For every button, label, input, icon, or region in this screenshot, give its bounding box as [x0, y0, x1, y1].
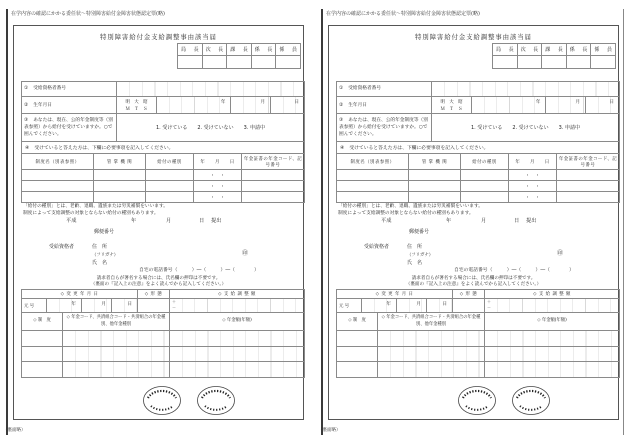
- submit-year-unit: 年: [446, 218, 452, 224]
- q2-birthdate-cell: [432, 97, 620, 114]
- office-month-unit: 月: [101, 302, 106, 307]
- benefit-row-cell: [22, 181, 94, 192]
- approval-col-jicho: 次 長: [517, 44, 542, 56]
- document-header-note: 在学内容の確認にかかる委任状～特別障害給付金障害状態認定票(略): [11, 11, 165, 17]
- office-row-code-cell: [378, 331, 485, 347]
- office-use-date-table: [336, 289, 620, 313]
- office-month-cell: [397, 299, 427, 313]
- q3-label: あなたは、現在、公的年金制度等（別表参照）から給付を受けていますか。○で囲んでください。: [24, 118, 113, 138]
- office-row-code-cell: [63, 362, 170, 378]
- benefit-row-cell: [337, 181, 409, 192]
- furigana-label: （フリガナ）: [92, 253, 119, 258]
- col-system-name: 制度名（別表参照）: [22, 154, 94, 170]
- office-system-header: ◇ 制 度: [337, 313, 378, 331]
- signature-note-2: （裏面の『記入上の注意』をよく読んでから記入してください。）: [405, 282, 542, 287]
- q3-label-cell: [22, 114, 117, 142]
- document-header-note: 在学内容の確認にかかる委任状～特別障害給付金障害状態認定票(略): [326, 11, 480, 17]
- office-row-cell: [22, 362, 63, 378]
- unit-year-label: 年: [220, 100, 226, 105]
- approval-col-kyokucho: 局 長: [178, 44, 203, 56]
- q4-instruction-cell: [337, 142, 620, 154]
- unit-month-label: 月: [575, 100, 581, 105]
- office-row-amount-cell: [170, 362, 305, 378]
- main-question-table: [21, 81, 305, 154]
- q4-label: 受けていると答えた方は、下欄に必要事項を記入してください。: [34, 146, 174, 152]
- receipt-stamp-oval-right: [196, 385, 236, 416]
- address-label: 住 所: [92, 244, 108, 250]
- approval-stamp-cell: [542, 56, 567, 69]
- office-state-header: ◇ 形 態: [453, 290, 485, 299]
- col-date: 年 月 日: [194, 154, 242, 170]
- col-administering-body: 管 掌 機 関: [94, 154, 146, 170]
- benefit-type-notes: [338, 203, 483, 217]
- beneficiary-label: 受給資格者: [364, 244, 390, 250]
- office-row-amount-cell: [170, 346, 305, 362]
- q4-instruction-cell: [22, 142, 305, 154]
- office-row-code-cell: [378, 362, 485, 378]
- name-label: 氏 名: [92, 260, 108, 266]
- q3-label: あなたは、現在、公的年金制度等（別表参照）から給付を受けていますか。○で囲んでください。: [339, 118, 428, 138]
- q2-number: ②: [24, 102, 29, 108]
- submit-era: 平成: [66, 218, 77, 224]
- submit-year-unit: 年: [131, 218, 137, 224]
- approval-stamp-cell: [276, 56, 301, 69]
- benefit-row-date: ・ ・: [194, 170, 242, 181]
- q3-options-cell: 1. 受けている 2. 受けていない 3. 申請中: [432, 114, 620, 142]
- approval-stamp-cell: [227, 56, 252, 69]
- signature-note-1: 請求者自らが署名する場合には、氏名欄の押印は不要です。: [411, 276, 536, 281]
- office-code-header: ◇ 年金コード、共済組合コード・共済組合の年金種別、他年金種別: [378, 313, 485, 331]
- q2-birthdate-cell: [117, 97, 305, 114]
- receipt-stamp-oval-left: [142, 385, 182, 416]
- form-page: [315, 0, 630, 442]
- q1-number: ①: [24, 86, 29, 92]
- benefit-row-cell: [557, 170, 620, 181]
- benefit-row-cell: [461, 170, 509, 181]
- q4-number: ④: [340, 146, 345, 152]
- minus-sign: －: [487, 305, 491, 310]
- era-kanji: 明 大 昭: [125, 100, 148, 105]
- unit-day-label: 日: [609, 100, 614, 105]
- office-change-date-header: ◇ 変 更 年 月 日: [22, 290, 138, 299]
- benefit-row-cell: [409, 181, 461, 192]
- col-date: 年 月 日: [509, 154, 557, 170]
- reverse-side-note: （裏面略）: [3, 428, 26, 433]
- office-adjustment-cell: [170, 299, 305, 313]
- office-state-header: ◇ 形 態: [138, 290, 170, 299]
- approval-stamp-cell: [251, 56, 276, 69]
- office-use-pension-table: [21, 312, 305, 378]
- q3-label-cell: [337, 114, 432, 142]
- approval-col-kacho: 課 長: [227, 44, 252, 56]
- q4-label: 受けていると答えた方は、下欄に必要事項を記入してください。: [349, 146, 489, 152]
- benefit-row-cell: [22, 192, 94, 203]
- form-border-box: [328, 25, 619, 420]
- col-system-name: 制度名（別表参照）: [337, 154, 409, 170]
- office-row-cell: [337, 362, 378, 378]
- submission-date-row: [336, 217, 619, 225]
- note-line-1: 「給付の種別」とは、老齢、退職、遺族または労災補償をいいます。: [23, 204, 168, 209]
- office-adjustment-header: ◇ 支 給 調 整 額: [170, 290, 305, 299]
- office-use-pension-table: [336, 312, 620, 378]
- benefit-detail-table: [21, 153, 305, 203]
- office-use-date-table: [21, 289, 305, 313]
- office-year-unit: 年: [71, 302, 76, 307]
- office-month-cell: [82, 299, 112, 313]
- form-title: 特別障害給付金支給調整事由該当届: [415, 34, 532, 41]
- q1-label-cell: [22, 82, 117, 97]
- office-year-cell: [362, 299, 397, 313]
- col-administering-body: 管 掌 機 関: [409, 154, 461, 170]
- submit-day-unit: 日: [514, 218, 520, 224]
- submit-era: 平成: [381, 218, 392, 224]
- unit-month-label: 月: [260, 100, 266, 105]
- benefit-row-cell: [242, 181, 305, 192]
- plus-sign: ＋: [172, 299, 176, 304]
- phone-number-label: 自宅の電話番号（ ）―（ ）―（ ）: [454, 268, 574, 273]
- benefit-row-cell: [409, 192, 461, 203]
- page-edge-line: [321, 9, 323, 435]
- q4-number: ④: [25, 146, 30, 152]
- office-row-amount-cell: [485, 362, 620, 378]
- postal-code-label: 郵便番号: [94, 229, 115, 235]
- benefit-detail-table: [336, 153, 620, 203]
- submission-date-row: [21, 217, 304, 225]
- benefit-row-cell: [337, 170, 409, 181]
- benefit-row-cell: [146, 192, 194, 203]
- office-state-cell: [138, 299, 170, 313]
- submit-month-unit: 月: [166, 218, 172, 224]
- benefit-row-cell: [242, 170, 305, 181]
- name-label: 氏 名: [407, 260, 423, 266]
- approval-col-jicho: 次 長: [202, 44, 227, 56]
- approval-col-kakaricho: 係 長: [566, 44, 591, 56]
- benefit-row-date: ・ ・: [509, 192, 557, 203]
- approval-stamp-table: [177, 43, 301, 69]
- approval-col-kyokucho: 局 長: [493, 44, 518, 56]
- approval-col-kakaricho: 係 長: [251, 44, 276, 56]
- approval-stamp-cell: [566, 56, 591, 69]
- minus-sign: －: [172, 305, 176, 310]
- q1-label: 受給資格者番号: [33, 86, 67, 92]
- birth-year-cell: [157, 97, 231, 113]
- receipt-stamp-oval-right: [511, 385, 551, 416]
- office-gengo-label: 元 号: [22, 299, 47, 313]
- office-year-unit: 年: [386, 302, 391, 307]
- benefit-type-notes: [23, 203, 168, 217]
- q2-label-cell: [22, 97, 117, 114]
- q1-number-entry-cell: [117, 82, 305, 97]
- benefit-row-date: ・ ・: [194, 192, 242, 203]
- benefit-row-date: ・ ・: [509, 170, 557, 181]
- benefit-row-cell: [337, 192, 409, 203]
- seal-mark-icon: ㊞: [242, 250, 249, 257]
- approval-col-kacho: 課 長: [542, 44, 567, 56]
- office-code-header: ◇ 年金コード、共済組合コード・共済組合の年金種別、他年金種別: [63, 313, 170, 331]
- q1-number-entry-cell: [432, 82, 620, 97]
- benefit-row-cell: [409, 170, 461, 181]
- col-pension-code: 年金証書の年金コード、記号番号: [242, 154, 305, 170]
- benefit-row-cell: [557, 192, 620, 203]
- approval-stamp-cell: [591, 56, 616, 69]
- office-day-unit: 日: [127, 302, 132, 307]
- era-roman: Ｍ Ｔ Ｓ: [440, 107, 463, 113]
- benefit-row-cell: [461, 192, 509, 203]
- office-row-amount-cell: [485, 331, 620, 347]
- beneficiary-label: 受給資格者: [49, 244, 75, 250]
- office-change-date-header: ◇ 変 更 年 月 日: [337, 290, 453, 299]
- main-question-table: [336, 81, 620, 154]
- era-kanji: 明 大 昭: [440, 100, 463, 105]
- benefit-row-cell: [22, 170, 94, 181]
- office-row-cell: [337, 331, 378, 347]
- benefit-row-cell: [94, 181, 146, 192]
- office-adjustment-header: ◇ 支 給 調 整 額: [485, 290, 620, 299]
- office-row-code-cell: [63, 331, 170, 347]
- page-edge-line-right: [623, 9, 624, 435]
- birth-day-cell: [271, 97, 304, 113]
- benefit-row-cell: [94, 170, 146, 181]
- benefit-row-cell: [557, 181, 620, 192]
- q2-label: 生年月日: [33, 102, 52, 108]
- office-day-unit: 日: [442, 302, 447, 307]
- submit-suffix: 提出: [211, 218, 222, 224]
- page-edge-line: [6, 9, 8, 435]
- approval-stamp-cell: [517, 56, 542, 69]
- office-row-amount-cell: [170, 331, 305, 347]
- office-amount-header: ◇ 年金額(年額): [170, 313, 305, 331]
- era-roman: Ｍ Ｔ Ｓ: [125, 107, 148, 113]
- era-selector: [432, 97, 472, 113]
- phone-number-label: 自宅の電話番号（ ）―（ ）―（ ）: [139, 268, 259, 273]
- q2-label-cell: [337, 97, 432, 114]
- office-row-amount-cell: [485, 346, 620, 362]
- reverse-side-note: （裏面略）: [318, 428, 341, 433]
- approval-stamp-table: [492, 43, 616, 69]
- benefit-row-cell: [242, 192, 305, 203]
- unit-year-label: 年: [535, 100, 541, 105]
- q3-number: ③: [339, 118, 344, 124]
- benefit-row-cell: [94, 192, 146, 203]
- office-adjustment-cell: [485, 299, 620, 313]
- office-state-cell: [453, 299, 485, 313]
- q1-number: ①: [339, 86, 344, 92]
- col-pension-code: 年金証書の年金コード、記号番号: [557, 154, 620, 170]
- submit-suffix: 提出: [526, 218, 537, 224]
- note-line-1: 「給付の種別」とは、老齢、退職、遺族または労災補償をいいます。: [338, 204, 483, 209]
- approval-stamp-cell: [202, 56, 227, 69]
- q1-label: 受給資格者番号: [348, 86, 382, 92]
- office-gengo-label: 元 号: [337, 299, 362, 313]
- note-line-2: 制度によって支給調整の対象とならない給付の種別もあります。: [23, 211, 159, 217]
- approval-col-kakariin: 係 員: [276, 44, 301, 56]
- q2-number: ②: [339, 102, 344, 108]
- benefit-row-cell: [461, 181, 509, 192]
- birth-month-cell: [546, 97, 586, 113]
- form-border-box: [13, 25, 304, 420]
- form-title: 特別障害給付金支給調整事由該当届: [100, 34, 217, 41]
- office-year-cell: [47, 299, 82, 313]
- office-month-unit: 月: [416, 302, 421, 307]
- birth-month-cell: [231, 97, 271, 113]
- receipt-stamp-oval-left: [457, 385, 497, 416]
- office-row-cell: [337, 346, 378, 362]
- birth-year-cell: [472, 97, 546, 113]
- approval-stamp-cell: [178, 56, 203, 69]
- furigana-label: （フリガナ）: [407, 253, 434, 258]
- office-row-cell: [22, 346, 63, 362]
- approval-stamp-cell: [493, 56, 518, 69]
- submit-month-unit: 月: [481, 218, 487, 224]
- office-day-cell: [427, 299, 453, 313]
- q2-label: 生年月日: [348, 102, 367, 108]
- office-row-code-cell: [378, 346, 485, 362]
- q3-number: ③: [24, 118, 29, 124]
- seal-mark-icon: ㊞: [557, 250, 564, 257]
- birth-day-cell: [586, 97, 619, 113]
- benefit-row-cell: [146, 181, 194, 192]
- plus-sign: ＋: [487, 299, 491, 304]
- q3-options-cell: 1. 受けている 2. 受けていない 3. 申請中: [117, 114, 305, 142]
- q1-label-cell: [337, 82, 432, 97]
- office-amount-header: ◇ 年金額(年額): [485, 313, 620, 331]
- office-row-code-cell: [63, 346, 170, 362]
- office-system-header: ◇ 制 度: [22, 313, 63, 331]
- unit-day-label: 日: [294, 100, 299, 105]
- signature-note-1: 請求者自らが署名する場合には、氏名欄の押印は不要です。: [96, 276, 221, 281]
- note-line-2: 制度によって支給調整の対象とならない給付の種別もあります。: [338, 211, 474, 217]
- signature-note-2: （裏面の『記入上の注意』をよく読んでから記入してください。）: [90, 282, 227, 287]
- address-label: 住 所: [407, 244, 423, 250]
- approval-col-kakariin: 係 員: [591, 44, 616, 56]
- benefit-row-cell: [146, 170, 194, 181]
- col-benefit-type: 給付の種別: [146, 154, 194, 170]
- office-row-cell: [22, 331, 63, 347]
- benefit-row-date: ・ ・: [194, 181, 242, 192]
- benefit-row-date: ・ ・: [509, 181, 557, 192]
- submit-day-unit: 日: [199, 218, 205, 224]
- office-day-cell: [112, 299, 138, 313]
- postal-code-label: 郵便番号: [409, 229, 430, 235]
- era-selector: [117, 97, 157, 113]
- col-benefit-type: 給付の種別: [461, 154, 509, 170]
